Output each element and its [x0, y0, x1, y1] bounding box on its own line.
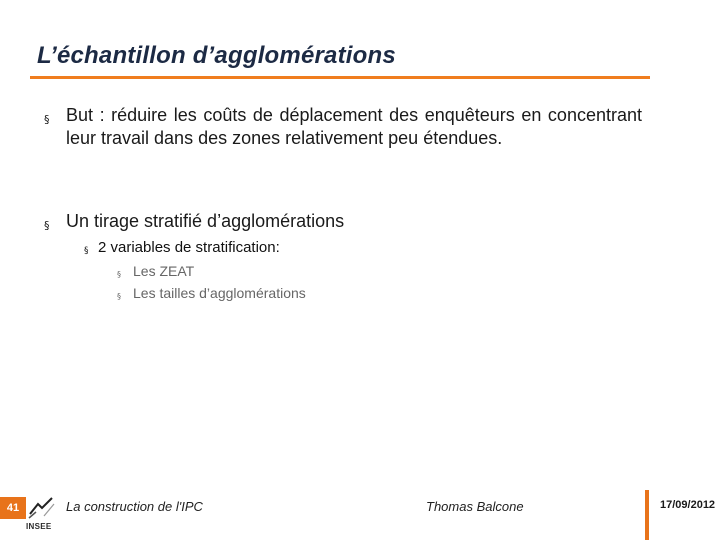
subsubbullet-sizes	[117, 284, 597, 306]
logo-label: INSEE	[26, 522, 52, 531]
title-underline	[30, 76, 650, 79]
bullet-marker: §	[84, 246, 89, 256]
bullet-marker: §	[44, 113, 50, 126]
page-number-badge: 41	[0, 497, 26, 519]
subsubbullet-zeat	[117, 262, 597, 284]
bullet-marker: §	[44, 219, 50, 232]
bullet-text: Les tailles d’agglomérations	[133, 285, 306, 301]
footer-date: 17/09/2012	[660, 499, 716, 511]
footer-presentation-title: La construction de l'IPC	[66, 499, 203, 514]
bullet-marker: §	[117, 292, 121, 301]
slide-title: L’échantillon d’agglomérations	[37, 42, 396, 69]
bullet-sampling	[44, 210, 642, 237]
footer-divider	[645, 490, 649, 540]
bullet-text: 2 variables de stratification:	[98, 239, 280, 256]
subbullet-variables	[84, 238, 604, 261]
footer-author: Thomas Balcone	[426, 499, 524, 514]
bullet-text: Les ZEAT	[133, 263, 195, 279]
bullet-marker: §	[117, 270, 121, 279]
bullet-goal	[44, 104, 642, 150]
bullet-text: But : réduire les coûts de déplacement des enquêteurs en concentrant leur travail dans des zones relativement peu étendues.	[66, 105, 642, 148]
bullet-text: Un tirage stratifié d’agglomérations	[66, 211, 345, 231]
